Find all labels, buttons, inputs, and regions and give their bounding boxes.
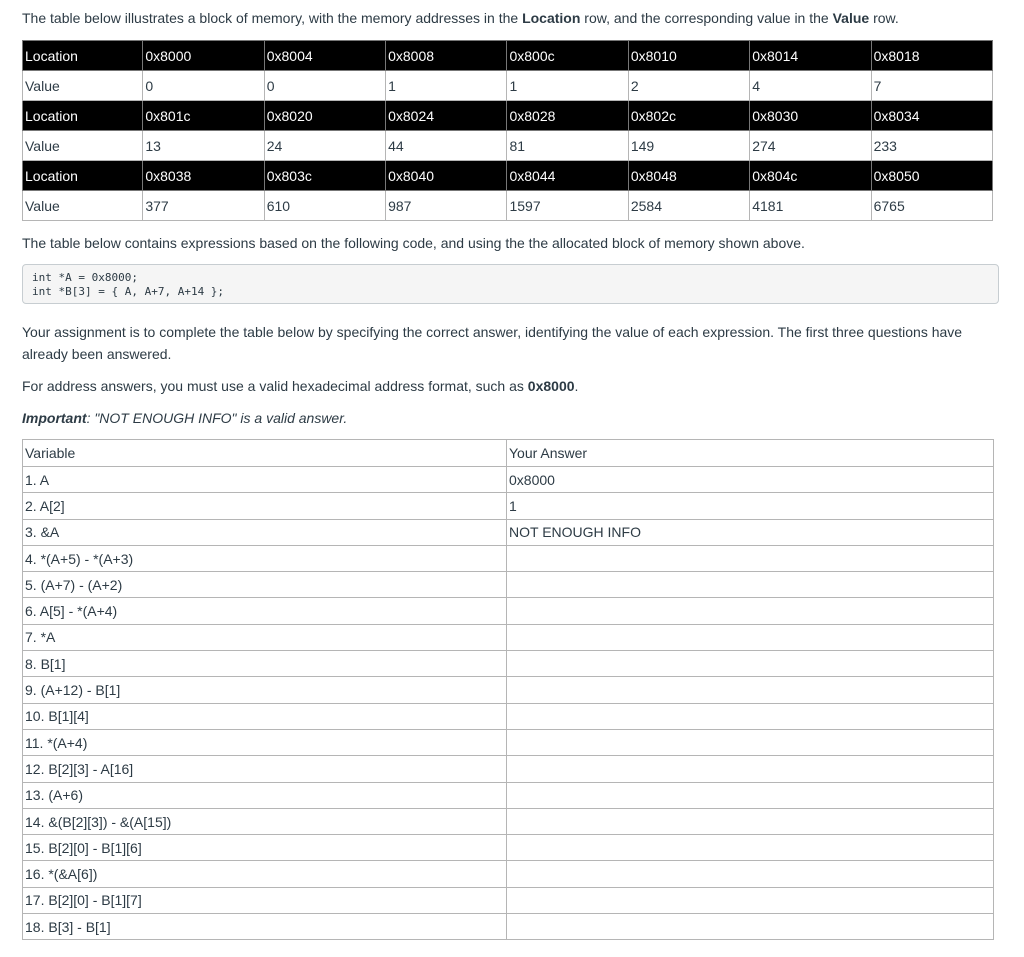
intro-text-after: row.: [869, 10, 899, 26]
variable-expression: 5. (A+7) - (A+2): [23, 572, 507, 598]
memory-location-row: [23, 101, 993, 131]
answer-cell[interactable]: [507, 887, 994, 913]
answer-table-row: [23, 835, 994, 861]
code-intro-paragraph: The table below contains expressions based on the following code, and using the the allocated block of memory shown above.: [22, 235, 805, 251]
important-label: Important: [22, 410, 87, 426]
memory-address: 0x8018: [871, 41, 992, 71]
memory-value: 6765: [871, 191, 992, 221]
memory-address: 0x8010: [628, 41, 749, 71]
address-format-text: For address answers, you must use a valid hexadecimal address format, such as: [22, 378, 528, 394]
memory-address: 0x8014: [750, 41, 871, 71]
answer-table-row: [23, 914, 994, 940]
answer-cell[interactable]: [507, 624, 994, 650]
memory-address: 0x8050: [871, 161, 992, 191]
answer-input[interactable]: [509, 758, 991, 780]
memory-address: 0x804c: [750, 161, 871, 191]
memory-value: 13: [143, 131, 264, 161]
header-variable: Variable: [23, 440, 507, 467]
memory-table: [22, 40, 993, 221]
memory-address: 0x8008: [386, 41, 507, 71]
variable-expression: 1. A: [23, 467, 507, 493]
memory-value: 1: [386, 71, 507, 101]
memory-value: 4181: [750, 191, 871, 221]
value-label: Value: [23, 71, 143, 101]
memory-address: 0x800c: [507, 41, 628, 71]
memory-address: 0x8034: [871, 101, 992, 131]
answer-cell[interactable]: [507, 861, 994, 887]
memory-value: 81: [507, 131, 628, 161]
memory-value: 0: [143, 71, 264, 101]
answer-input[interactable]: [509, 784, 991, 806]
answer-table-row: [23, 572, 994, 598]
memory-value: 610: [264, 191, 385, 221]
answer-table-header: [23, 440, 994, 467]
answer-cell[interactable]: [507, 782, 994, 808]
variable-expression: 7. *A: [23, 624, 507, 650]
memory-value: 149: [628, 131, 749, 161]
answer-table-row: [23, 703, 994, 729]
intro-bold-value: Value: [832, 10, 870, 26]
variable-expression: 6. A[5] - *(A+4): [23, 598, 507, 624]
answer-table: [22, 439, 994, 940]
memory-address: 0x8028: [507, 101, 628, 131]
answer-input[interactable]: [509, 548, 991, 570]
answer-input[interactable]: [509, 679, 991, 701]
answer-cell[interactable]: NOT ENOUGH INFO: [507, 519, 994, 545]
answer-table-row: [23, 651, 994, 677]
answer-table-row: [23, 467, 994, 493]
answer-cell[interactable]: [507, 729, 994, 755]
answer-cell[interactable]: [507, 756, 994, 782]
memory-address: 0x801c: [143, 101, 264, 131]
variable-expression: 16. *(&A[6]): [23, 861, 507, 887]
answer-table-row: [23, 677, 994, 703]
variable-expression: 15. B[2][0] - B[1][6]: [23, 835, 507, 861]
variable-expression: 14. &(B[2][3]) - &(A[15]): [23, 808, 507, 834]
answer-input[interactable]: [509, 600, 991, 622]
answer-table-row: [23, 598, 994, 624]
answer-input[interactable]: [509, 732, 991, 754]
memory-address: 0x803c: [264, 161, 385, 191]
memory-value: 1: [507, 71, 628, 101]
answer-cell[interactable]: [507, 835, 994, 861]
memory-value-row: [23, 191, 993, 221]
memory-value: 44: [386, 131, 507, 161]
answer-input[interactable]: [509, 863, 991, 885]
answer-table-row: [23, 519, 994, 545]
memory-address: 0x8004: [264, 41, 385, 71]
value-label: Value: [23, 131, 143, 161]
important-text: : "NOT ENOUGH INFO" is a valid answer.: [86, 410, 348, 426]
value-label: Value: [23, 191, 143, 221]
memory-value-row: [23, 131, 993, 161]
answer-input[interactable]: [509, 705, 991, 727]
memory-address: 0x8044: [507, 161, 628, 191]
instructions-paragraph: Your assignment is to complete the table below by specifying the correct answer, identifying the value of each expression. The first three questions have already been answered.: [22, 324, 963, 362]
answer-cell[interactable]: 1: [507, 493, 994, 519]
answer-cell[interactable]: [507, 572, 994, 598]
memory-value: 2: [628, 71, 749, 101]
memory-value: 7: [871, 71, 992, 101]
intro-bold-location: Location: [522, 10, 581, 26]
variable-expression: 3. &A: [23, 519, 507, 545]
memory-value: 0: [264, 71, 385, 101]
memory-value: 1597: [507, 191, 628, 221]
answer-cell[interactable]: [507, 677, 994, 703]
answer-table-row: [23, 808, 994, 834]
address-format-note: [22, 377, 578, 395]
memory-address: 0x8024: [386, 101, 507, 131]
memory-address: 0x8000: [143, 41, 264, 71]
memory-value: 987: [386, 191, 507, 221]
answer-input[interactable]: [509, 837, 991, 859]
location-label: Location: [23, 101, 143, 131]
memory-value-row: [23, 71, 993, 101]
answer-table-row: [23, 493, 994, 519]
code-block: [22, 264, 999, 304]
answer-cell[interactable]: [507, 914, 994, 940]
answer-input[interactable]: [509, 626, 991, 648]
variable-expression: 2. A[2]: [23, 493, 507, 519]
answer-cell[interactable]: [507, 598, 994, 624]
variable-expression: 12. B[2][3] - A[16]: [23, 756, 507, 782]
location-label: Location: [23, 161, 143, 191]
answer-input[interactable]: [509, 574, 991, 596]
memory-address: 0x802c: [628, 101, 749, 131]
answer-cell[interactable]: [507, 545, 994, 571]
answer-cell[interactable]: [507, 808, 994, 834]
memory-value: 233: [871, 131, 992, 161]
important-note: [22, 409, 347, 427]
answer-input[interactable]: [509, 811, 991, 833]
answer-cell[interactable]: 0x8000: [507, 467, 994, 493]
memory-address: 0x8038: [143, 161, 264, 191]
answer-table-row: [23, 545, 994, 571]
memory-value: 24: [264, 131, 385, 161]
memory-value: 274: [750, 131, 871, 161]
code-line-2: int *B[3] = { A, A+7, A+14 };: [32, 285, 225, 298]
memory-address: 0x8040: [386, 161, 507, 191]
answer-table-row: [23, 756, 994, 782]
variable-expression: 17. B[2][0] - B[1][7]: [23, 887, 507, 913]
variable-expression: 18. B[3] - B[1]: [23, 914, 507, 940]
answer-input[interactable]: [509, 889, 991, 911]
variable-expression: 4. *(A+5) - *(A+3): [23, 545, 507, 571]
memory-location-row: [23, 41, 993, 71]
variable-expression: 9. (A+12) - B[1]: [23, 677, 507, 703]
answer-cell[interactable]: [507, 703, 994, 729]
answer-input[interactable]: [509, 653, 991, 675]
location-label: Location: [23, 41, 143, 71]
memory-address: 0x8030: [750, 101, 871, 131]
variable-expression: 8. B[1]: [23, 651, 507, 677]
memory-location-row: [23, 161, 993, 191]
answer-input[interactable]: [509, 916, 991, 938]
memory-value: 2584: [628, 191, 749, 221]
variable-expression: 13. (A+6): [23, 782, 507, 808]
variable-expression: 10. B[1][4]: [23, 703, 507, 729]
answer-table-row: [23, 887, 994, 913]
code-line-1: int *A = 0x8000;: [32, 271, 138, 284]
variable-expression: 11. *(A+4): [23, 729, 507, 755]
answer-table-row: [23, 782, 994, 808]
memory-address: 0x8048: [628, 161, 749, 191]
intro-text-before: The table below illustrates a block of memory, with the memory addresses in the: [22, 10, 523, 26]
address-format-end: .: [574, 378, 579, 394]
header-your-answer: Your Answer: [507, 440, 994, 467]
intro-paragraph: [22, 9, 899, 27]
intro-text-middle: row, and the corresponding value in the: [580, 10, 833, 26]
answer-table-row: [23, 624, 994, 650]
answer-table-row: [23, 861, 994, 887]
memory-value: 4: [750, 71, 871, 101]
answer-table-row: [23, 729, 994, 755]
answer-cell[interactable]: [507, 651, 994, 677]
memory-address: 0x8020: [264, 101, 385, 131]
address-format-example: 0x8000: [527, 378, 575, 394]
memory-value: 377: [143, 191, 264, 221]
